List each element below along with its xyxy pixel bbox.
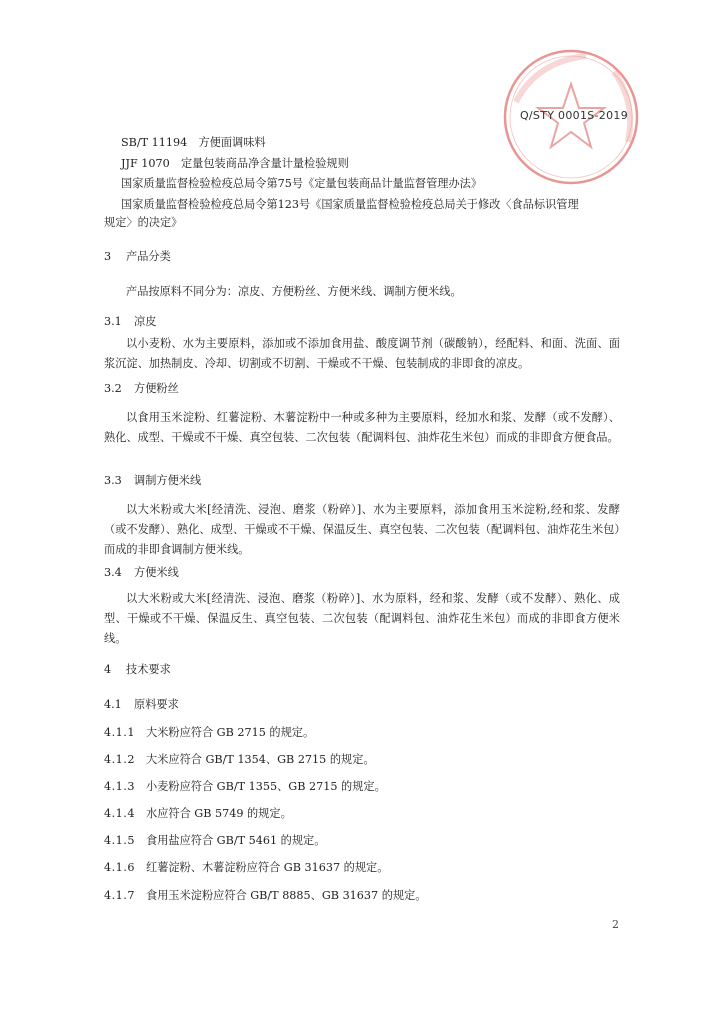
requirement-text: 水应符合 GB 5749 的规定。 — [146, 807, 292, 820]
subsection-heading — [104, 697, 179, 713]
section-number: 4.1 — [104, 698, 122, 711]
requirement-text: 大米粉应符合 GB 2715 的规定。 — [146, 726, 315, 739]
requirement-number: 4.1.4 — [104, 807, 135, 820]
reference-line: JJF 1070 定量包装商品净含量计量检验规则 — [121, 157, 349, 170]
subsection-heading — [104, 473, 201, 489]
requirement-item — [104, 833, 325, 849]
requirement-item — [104, 806, 292, 822]
section-title: 产品分类 — [126, 250, 171, 263]
paragraph: 以小麦粉、水为主要原料，添加或不添加食用盐、酸度调节剂（碳酸钠），经配料、和面、洗面、面浆沉淀、加热制皮、冷却、切割或不切割、干燥或不干燥、包装制成的非即食的凉皮。 — [104, 337, 620, 370]
section-title: 技术要求 — [126, 663, 171, 676]
section-number: 3.1 — [104, 315, 122, 328]
section-number: 4 — [104, 663, 112, 676]
reference-line: 国家质量监督检验检疫总局令第123号《国家质量监督检验检疫总局关于修改〈食品标识管理 — [121, 198, 579, 211]
paragraph: 以大米粉或大米[经清洗、浸泡、磨浆（粉碎）]、水为原料，经和浆、发酵（或不发酵）、熟化、成型、干燥或不干燥、保温反生、真空包装、二次包装（配调料包、油炸花生米包）而成的非即食方便米线。 — [104, 592, 620, 645]
requirement-item — [104, 860, 388, 876]
paragraph: 产品按原料不同分为：凉皮、方便粉丝、方便米线、调制方便米线。 — [126, 285, 462, 298]
section-heading — [104, 662, 171, 678]
subsection-heading — [104, 381, 179, 397]
requirement-item — [104, 752, 375, 768]
section-number: 3 — [104, 250, 112, 263]
reference-line: SB/T 11194 方便面调味料 — [121, 136, 266, 149]
requirement-text: 小麦粉应符合 GB/T 1355、GB 2715 的规定。 — [146, 780, 386, 793]
requirement-number: 4.1.7 — [104, 889, 135, 902]
section-title: 凉皮 — [134, 315, 157, 328]
requirement-number: 4.1.5 — [104, 834, 135, 847]
subsection-heading — [104, 314, 156, 330]
paragraph: 以大米粉或大米[经清洗、浸泡、磨浆（粉碎）]、水为主要原料，添加食用玉米淀粉,经和浆、发酵（或不发酵）、熟化、成型、干燥或不干燥、保温反生、真空包装、二次包装（配调料包、油炸花生米包）而成的非即食调制方便米线。 — [104, 503, 620, 556]
section-number: 3.3 — [104, 474, 122, 487]
standard-code: Q/STY 0001S-2019 — [519, 109, 628, 122]
requirement-text: 红薯淀粉、木薯淀粉应符合 GB 31637 的规定。 — [146, 861, 389, 874]
requirement-item — [104, 725, 314, 741]
section-number: 3.2 — [104, 382, 122, 395]
section-title: 方便粉丝 — [134, 382, 179, 395]
requirement-text: 食用玉米淀粉应符合 GB/T 8885、GB 31637 的规定。 — [146, 889, 427, 902]
reference-line: 国家质量监督检验检疫总局令第75号《定量包装商品计量监督管理办法》 — [121, 177, 483, 190]
section-title: 调制方便米线 — [134, 474, 202, 487]
requirement-number: 4.1.1 — [104, 726, 135, 739]
section-number: 3.4 — [104, 566, 122, 579]
requirement-item — [104, 888, 426, 904]
section-title: 原料要求 — [134, 698, 179, 711]
page-number: 2 — [612, 918, 619, 931]
section-title: 方便米线 — [134, 566, 179, 579]
requirement-text: 食用盐应符合 GB/T 5461 的规定。 — [146, 834, 326, 847]
section-heading — [104, 249, 171, 265]
subsection-heading — [104, 565, 179, 581]
requirement-number: 4.1.2 — [104, 753, 135, 766]
requirement-item — [104, 779, 386, 795]
requirement-text: 大米应符合 GB/T 1354、GB 2715 的规定。 — [146, 753, 375, 766]
paragraph: 以食用玉米淀粉、红薯淀粉、木薯淀粉中一种或多种为主要原料，经加水和浆、发酵（或不发酵）、熟化、成型、干燥或不干燥、真空包装、二次包装（配调料包、油炸花生米包）而成的非即食方便食品。 — [104, 411, 620, 444]
requirement-number: 4.1.6 — [104, 861, 135, 874]
requirement-number: 4.1.3 — [104, 780, 135, 793]
reference-line: 规定〉的决定》 — [104, 216, 183, 229]
